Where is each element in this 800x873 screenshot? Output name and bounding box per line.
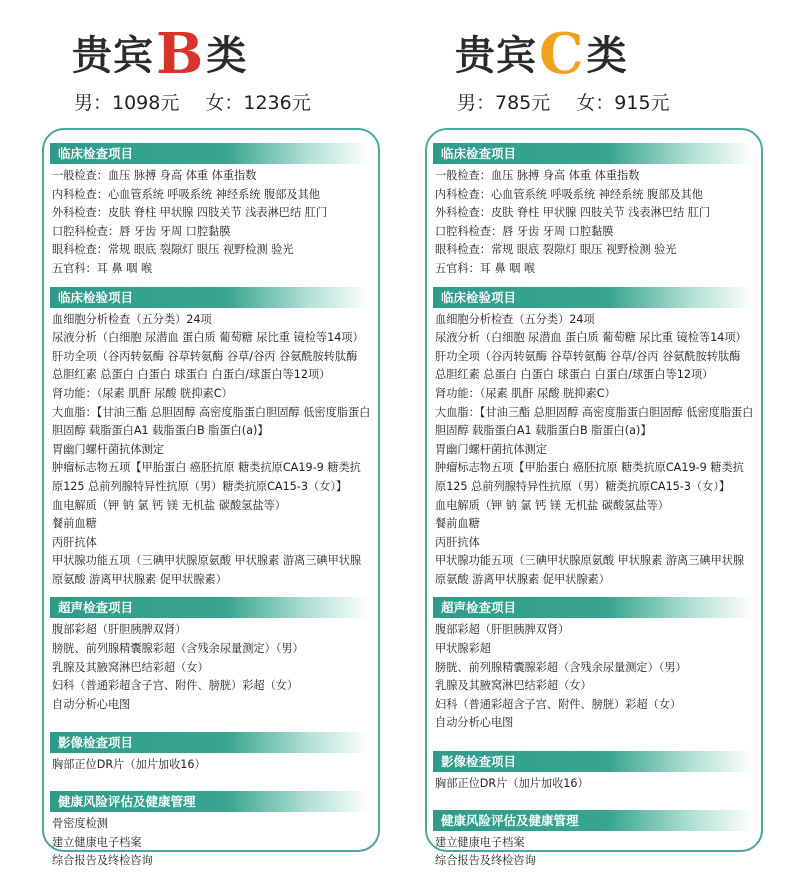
package-title [72,21,248,87]
section-header: 临床检验项目 [433,287,753,308]
price-male: 男：785元 [457,92,551,114]
exam-item: 膀胱、前列腺精囊腺彩超（含残余尿量测定）（男） [435,660,687,674]
section-items [433,618,753,735]
section-items [50,308,370,592]
exam-item: 内科检查：心血管系统 呼吸系统 神经系统 腹部及其他 [52,187,320,201]
exam-item: 胆固醇 载脂蛋白A1 载脂蛋白B 脂蛋白(a)】 [435,424,652,438]
package-price [74,88,311,115]
section-items [433,308,753,592]
section-items [433,831,753,873]
exam-item: 尿液分析（白细胞 尿潜血 蛋白质 葡萄糖 尿比重 镜检等14项） [435,331,747,345]
section-items [433,772,753,796]
section-header: 健康风险评估及健康管理 [50,791,370,812]
section-header: 临床检查项目 [433,143,753,164]
exam-item: 综合报告及终检咨询 [52,854,153,868]
exam-item: 血电解质（钾 钠 氯 钙 镁 无机盐 碳酸氢盐等） [52,498,286,512]
exam-item: 丙肝抗体 [435,535,480,549]
price-female: 女：915元 [576,92,670,114]
exam-item: 甲状腺功能五项（三碘甲状腺原氨酸 甲状腺素 游离三碘甲状腺 [52,554,362,568]
exam-item: 五官科：耳 鼻 咽 喉 [52,261,153,275]
exam-item: 肾功能：（尿素 肌酐 尿酸 胱抑素C） [52,386,233,400]
exam-item: 胸部正位DR片（加片加收16） [52,758,206,772]
section-header: 健康风险评估及健康管理 [433,810,753,831]
exam-item: 腹部彩超（肝胆胰脾双肾） [435,623,570,637]
exam-item: 自动分析心电图 [52,697,131,711]
exam-item: 眼科检查：常规 眼底 裂隙灯 眼压 视野检测 验光 [435,243,677,257]
exam-item: 一般检查：血压 脉搏 身高 体重 体重指数 [435,169,640,182]
section-items [50,812,370,873]
exam-item: 餐前血糖 [435,517,480,531]
exam-item: 口腔科检查：唇 牙齿 牙周 口腔黏膜 [52,224,231,238]
section-header: 影像检查项目 [433,751,753,772]
exam-item: 综合报告及终检咨询 [435,854,536,868]
exam-item: 原氨酸 游离甲状腺素 促甲状腺素） [52,572,227,586]
exam-item: 甲状腺功能五项（三碘甲状腺原氨酸 甲状腺素 游离三碘甲状腺 [435,554,745,568]
section-items [50,618,370,716]
package-title [455,21,628,87]
exam-item: 餐前血糖 [52,517,97,531]
exam-item: 肿瘤标志物五项【甲胎蛋白 癌胚抗原 糖类抗原CA19-9 糖类抗 [435,461,744,475]
title-suffix: 类 [586,33,628,79]
exam-item: 自动分析心电图 [435,716,514,730]
exam-item: 血细胞分析检查（五分类）24项 [52,312,212,326]
section-items [50,164,370,281]
exam-item: 妇科（普通彩超含子宫、附件、膀胱）彩超（女） [52,679,299,693]
exam-item: 胃幽门螺杆菌抗体测定 [52,442,164,456]
section-header: 临床检查项目 [50,143,370,164]
price-female: 女：1236元 [205,92,311,114]
exam-item: 胆固醇 载脂蛋白A1 载脂蛋白B 脂蛋白(a)】 [52,424,269,438]
exam-item: 原125 总前列腺特异性抗原（男）糖类抗原CA15-3（女）】 [435,479,731,493]
exam-item: 口腔科检查：唇 牙齿 牙周 口腔黏膜 [435,224,614,238]
title-suffix: 类 [206,33,248,79]
exam-item: 胸部正位DR片（加片加收16） [435,777,589,791]
exam-item: 膀胱、前列腺精囊腺彩超（含残余尿量测定）（男） [52,642,304,656]
exam-item: 肝功全项（谷丙转氨酶 谷草转氨酶 谷草/谷丙 谷氨酰胺转肽酶 [435,349,741,363]
title-prefix: 贵宾 [455,33,537,79]
title-prefix: 贵宾 [72,33,154,79]
exam-item: 外科检查：皮肤 脊柱 甲状腺 四肢关节 浅表淋巴结 肛门 [435,206,711,220]
exam-item: 原125 总前列腺特异性抗原（男）糖类抗原CA15-3（女）】 [52,479,348,493]
exam-item: 尿液分析（白细胞 尿潜血 蛋白质 葡萄糖 尿比重 镜检等14项） [52,331,364,345]
section-header: 临床检验项目 [50,287,370,308]
package-price [457,88,670,115]
exam-item: 乳腺及其腋窝淋巴结彩超（女） [52,660,209,674]
section-items [433,164,753,281]
exam-item: 腹部彩超（肝胆胰脾双肾） [52,623,187,637]
section-header: 超声检查项目 [433,597,753,618]
exam-item: 肾功能：（尿素 肌酐 尿酸 胱抑素C） [435,386,616,400]
exam-item: 乳腺及其腋窝淋巴结彩超（女） [435,679,592,693]
exam-item: 甲状腺彩超 [435,642,491,656]
package-letter: B [156,21,205,87]
exam-item: 建立健康电子档案 [52,835,142,849]
exam-item: 血细胞分析检查（五分类）24项 [435,312,595,326]
section-items [50,753,370,777]
exam-item: 妇科（普通彩超含子宫、附件、膀胱）彩超（女） [435,697,682,711]
exam-item: 血电解质（钾 钠 氯 钙 镁 无机盐 碳酸氢盐等） [435,498,669,512]
exam-item: 一般检查：血压 脉搏 身高 体重 体重指数 [52,169,257,182]
exam-item: 胃幽门螺杆菌抗体测定 [435,442,547,456]
exam-item: 大血脂：【甘油三酯 总胆固醇 高密度脂蛋白胆固醇 低密度脂蛋白 [52,405,370,419]
exam-item: 建立健康电子档案 [435,835,525,849]
exam-item: 眼科检查：常规 眼底 裂隙灯 眼压 视野检测 验光 [52,243,294,257]
exam-item: 骨密度检测 [52,817,108,831]
exam-item: 肝功全项（谷丙转氨酶 谷草转氨酶 谷草/谷丙 谷氨酰胺转肽酶 [52,349,358,363]
exam-item: 肿瘤标志物五项【甲胎蛋白 癌胚抗原 糖类抗原CA19-9 糖类抗 [52,461,361,475]
section-header: 超声检查项目 [50,597,370,618]
exam-item: 总胆红素 总蛋白 白蛋白 球蛋白 白蛋白/球蛋白等12项） [52,368,331,382]
package-card [425,128,763,868]
package-letter: C [539,21,585,87]
exam-item: 丙肝抗体 [52,535,97,549]
section-header: 影像检查项目 [50,732,370,753]
exam-item: 总胆红素 总蛋白 白蛋白 球蛋白 白蛋白/球蛋白等12项） [435,368,714,382]
price-male: 男：1098元 [74,92,180,114]
exam-item: 五官科：耳 鼻 咽 喉 [435,261,536,275]
exam-item: 原氨酸 游离甲状腺素 促甲状腺素） [435,572,610,586]
exam-item: 内科检查：心血管系统 呼吸系统 神经系统 腹部及其他 [435,187,703,201]
package-card [42,128,380,868]
exam-item: 大血脂：【甘油三酯 总胆固醇 高密度脂蛋白胆固醇 低密度脂蛋白 [435,405,753,419]
exam-item: 外科检查：皮肤 脊柱 甲状腺 四肢关节 浅表淋巴结 肛门 [52,206,328,220]
